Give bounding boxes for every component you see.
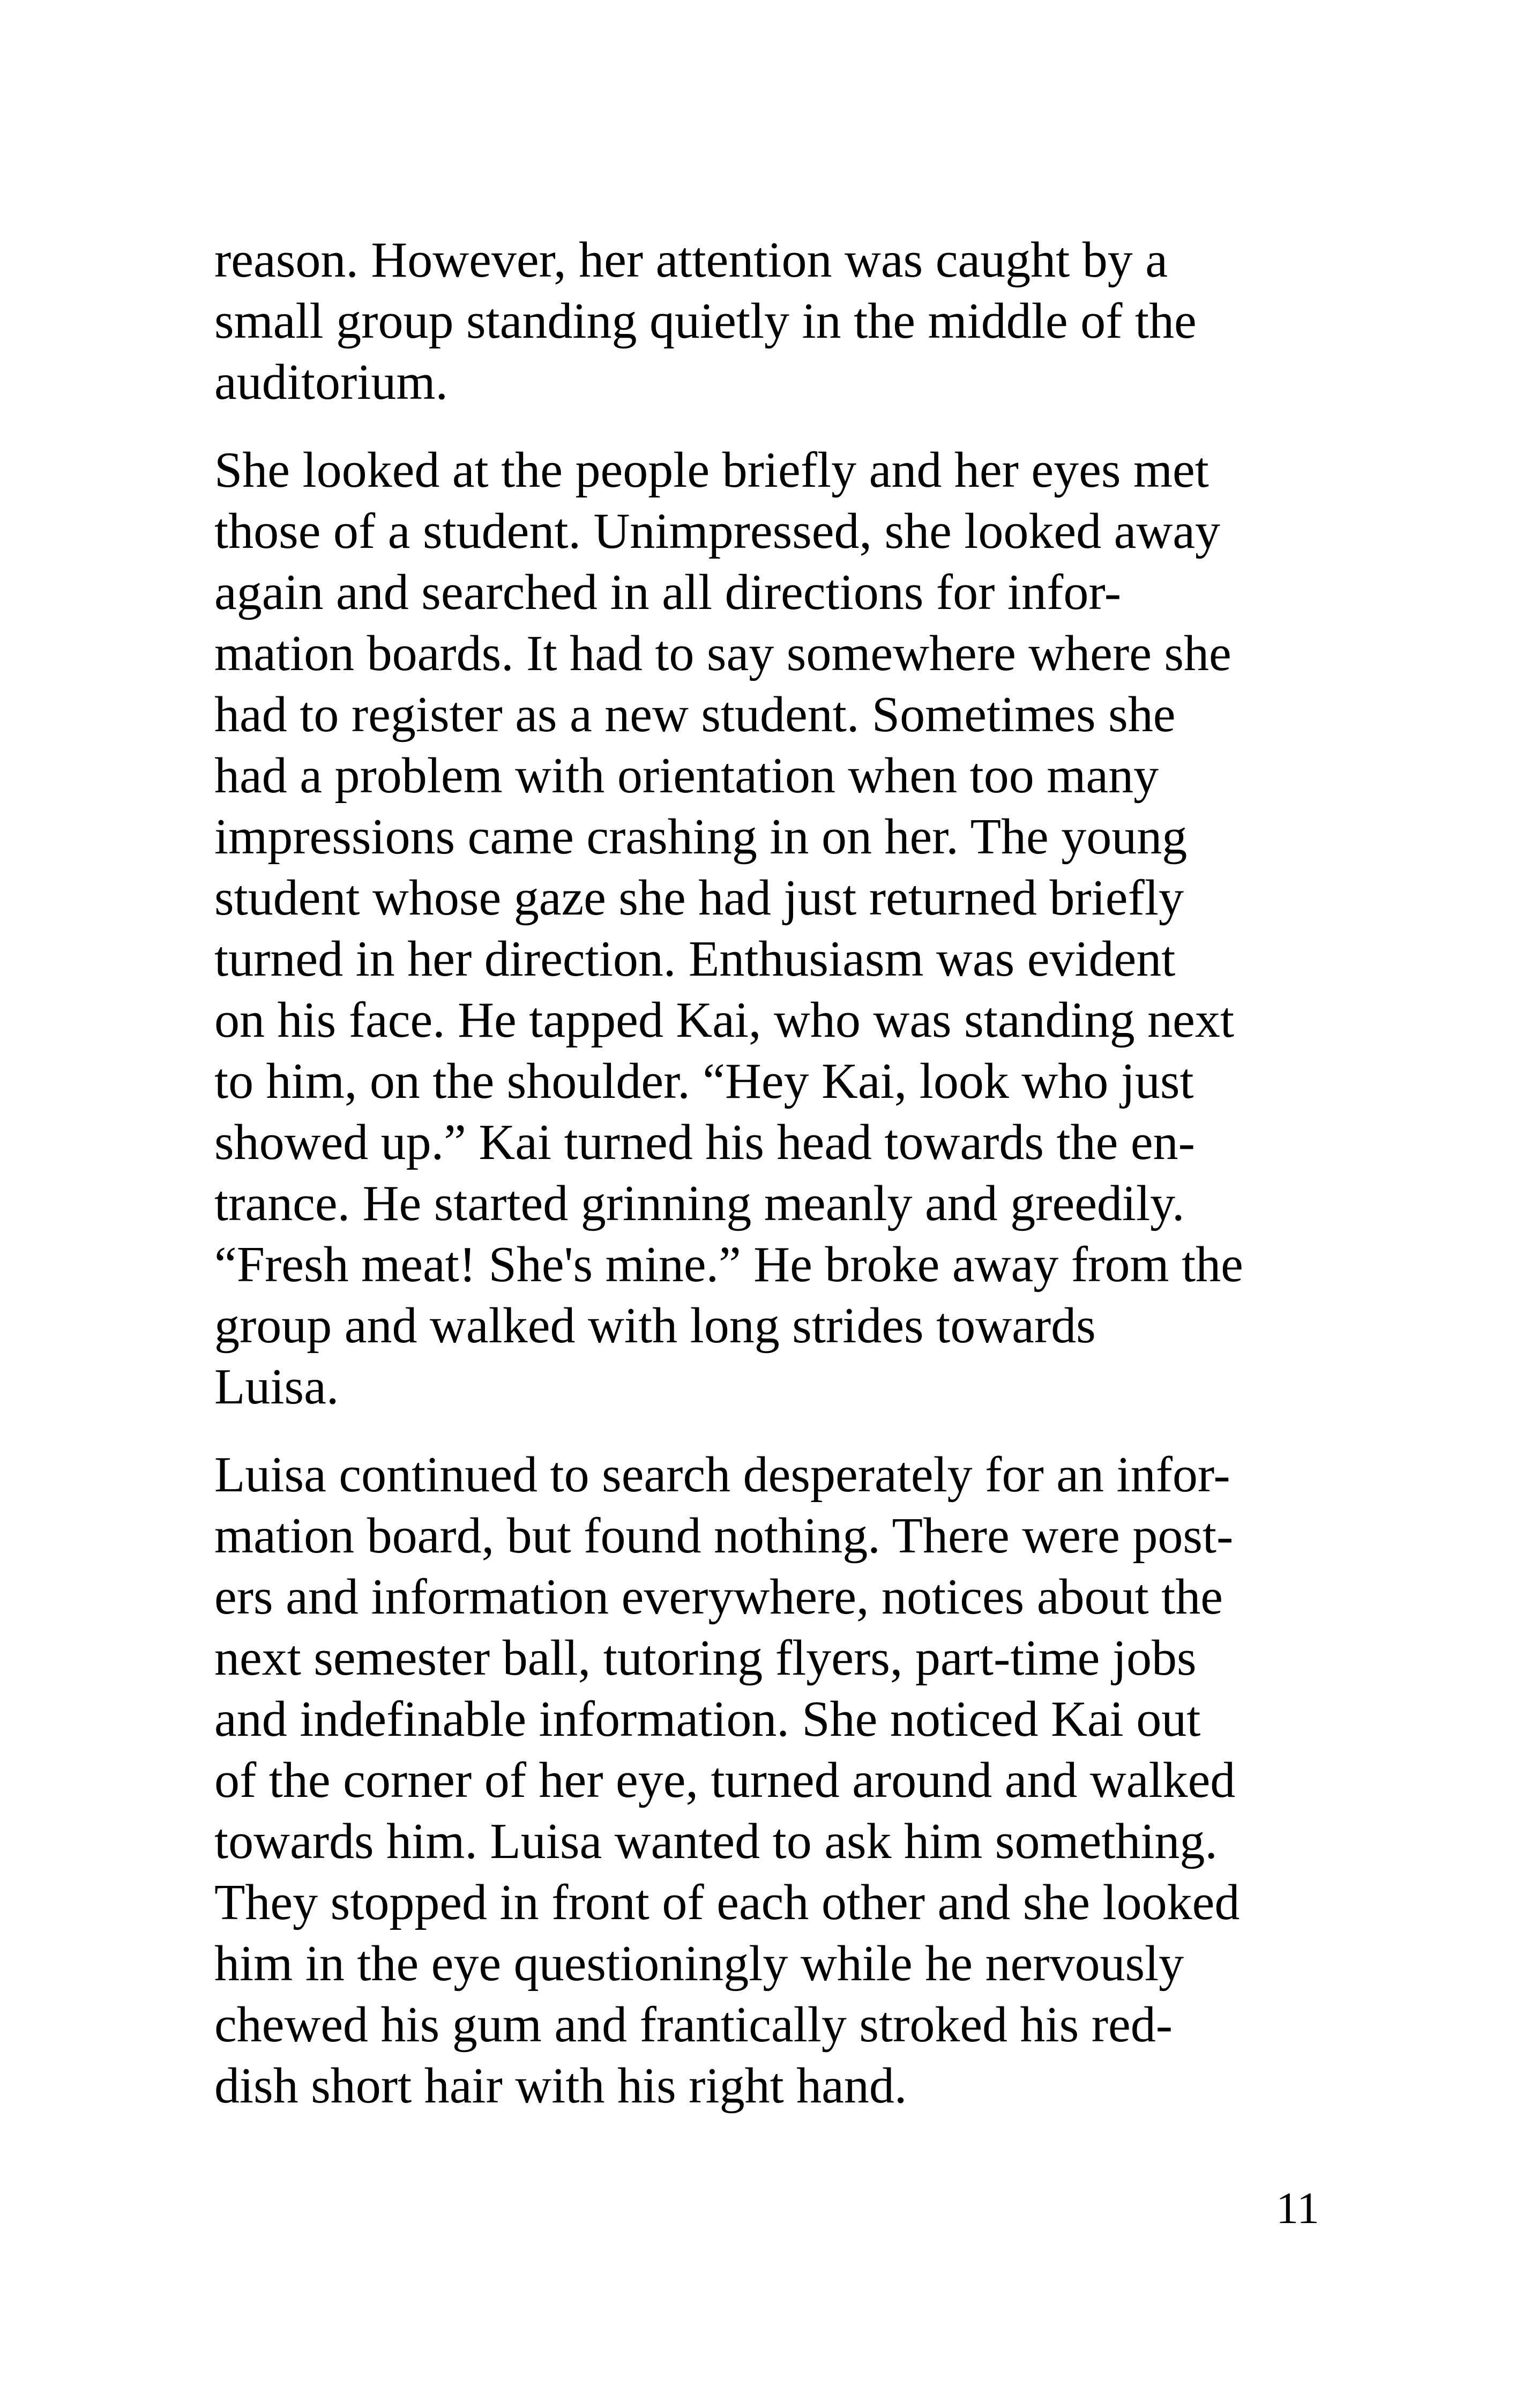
text-line: showed up.” Kai turned his head towards the en- <box>214 1114 1195 1170</box>
text-line: towards him. Luisa wanted to ask him something. <box>214 1814 1218 1869</box>
page-number: 11 <box>1276 2183 1319 2233</box>
text-line: on his face. He tapped Kai, who was standing next <box>214 992 1234 1048</box>
text-line: They stopped in front of each other and she looked <box>214 1875 1240 1930</box>
text-line: turned in her direction. Enthusiasm was evident <box>214 931 1176 987</box>
paragraph-3 <box>214 1444 1329 2116</box>
text-line: had a problem with orientation when too many <box>214 748 1159 804</box>
text-line: Luisa. <box>214 1359 339 1415</box>
text-line: student whose gaze she had just returned briefly <box>214 870 1184 926</box>
paragraph-1 <box>214 229 1329 413</box>
text-line: mation boards. It had to say somewhere where she <box>214 626 1231 681</box>
text-line: again and searched in all directions for infor- <box>214 564 1122 620</box>
text-line: She looked at the people briefly and her eyes met <box>214 442 1209 498</box>
text-line: reason. However, her attention was caught by a <box>214 232 1168 288</box>
text-line: him in the eye questioningly while he nervously <box>214 1936 1184 1991</box>
text-line: next semester ball, tutoring flyers, part-time jobs <box>214 1630 1197 1686</box>
text-line: had to register as a new student. Sometimes she <box>214 687 1176 742</box>
text-line: impressions came crashing in on her. The young <box>214 809 1188 865</box>
body-text <box>214 229 1329 2116</box>
text-line: those of a student. Unimpressed, she looked away <box>214 503 1220 559</box>
text-line: ers and information everywhere, notices about the <box>214 1569 1223 1625</box>
text-line: dish short hair with his right hand. <box>214 2058 907 2114</box>
text-line: small group standing quietly in the middle of the <box>214 293 1197 349</box>
text-line: to him, on the shoulder. “Hey Kai, look who just <box>214 1053 1194 1109</box>
text-line: chewed his gum and frantically stroked his red- <box>214 1997 1173 2053</box>
text-line: Luisa continued to search desperately for an infor- <box>214 1447 1230 1503</box>
text-line: mation board, but found nothing. There were post- <box>214 1508 1234 1564</box>
text-line: “Fresh meat! She's mine.” He broke away from the <box>214 1237 1243 1292</box>
text-line: of the corner of her eye, turned around and walked <box>214 1752 1236 1808</box>
text-line: and indefinable information. She noticed Kai out <box>214 1691 1201 1747</box>
text-line: trance. He started grinning meanly and greedily. <box>214 1176 1185 1231</box>
text-line: group and walked with long strides towards <box>214 1298 1096 1354</box>
paragraph-2 <box>214 440 1329 1417</box>
text-line: auditorium. <box>214 354 448 410</box>
